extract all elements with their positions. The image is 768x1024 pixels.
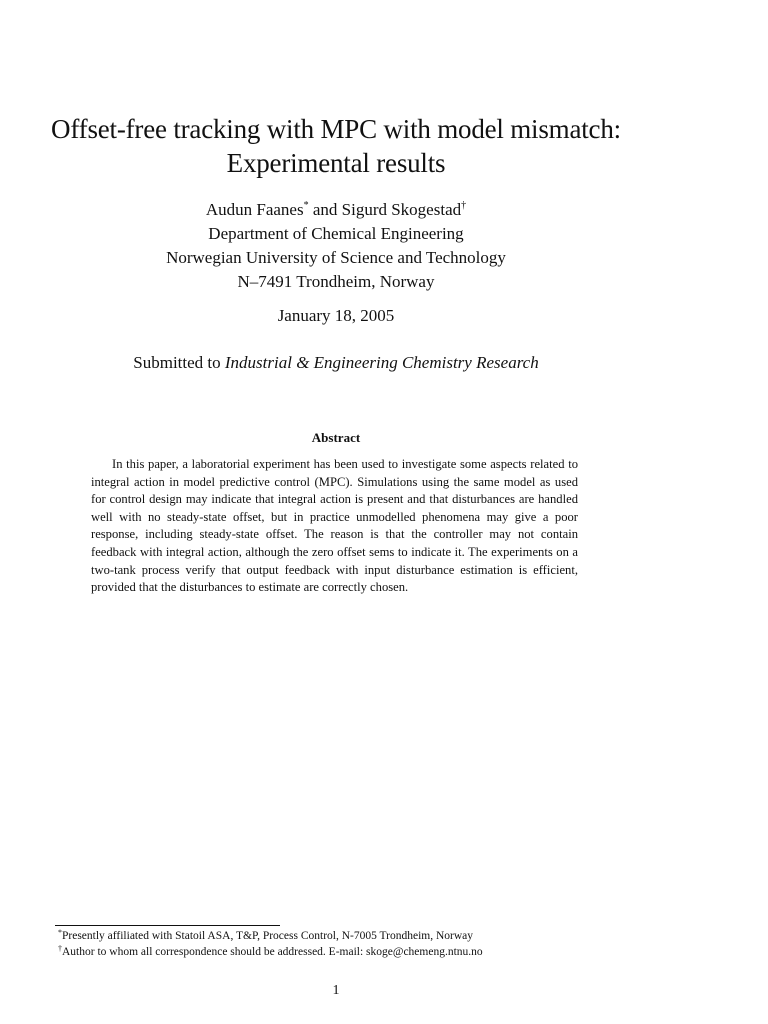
submitted-prefix: Submitted to: [133, 353, 225, 372]
paper-title: [0, 112, 672, 180]
page-number: 1: [332, 983, 340, 998]
journal-name: Industrial & Engineering Chemistry Research: [224, 353, 539, 372]
footnote-1: [58, 928, 483, 944]
author-1-footnote-mark: *: [303, 200, 309, 211]
authors-joiner: and: [308, 200, 342, 219]
footnote-2: [58, 944, 483, 960]
footnote-1-text: Presently affiliated with Statoil ASA, T&P, Process Control, N-7005 Trondheim, Norway: [62, 930, 474, 942]
abstract-heading: Abstract: [311, 430, 361, 445]
author-2-footnote-mark: †: [461, 200, 467, 211]
submission-note: [0, 351, 672, 375]
footnotes: [58, 928, 483, 960]
university: Norwegian University of Science and Technology: [166, 248, 506, 267]
title-line-2: Experimental results: [226, 148, 446, 178]
abstract-text: In this paper, a laboratorial experiment has been used to investigate some aspects related to integral action in model predictive control (MPC). Simulations using the same model as used for control design may indicate that integral action is present and that disturbances are handled well with no steady-state offset, but in practice unmodelled phenomena may give a poor response, including steady-state offset. The reason is that the controller may not contain feedback with integral action, although the zero offset sems to indicate it. The experiments on a two-tank process verify that output feedback with input disturbance estimation is efficient, provided that the disturbances to estimate are correctly chosen.: [91, 457, 578, 595]
author-1: Audun Faanes: [205, 200, 304, 219]
author-2: Sigurd Skogestad: [341, 200, 462, 219]
department: Department of Chemical Engineering: [208, 224, 464, 243]
author-block: [0, 198, 672, 294]
footnote-divider: [55, 925, 280, 926]
footnote-1-mark: *: [58, 928, 62, 937]
footnote-2-text: Author to whom all correspondence should be addressed. E-mail: skoge@chemeng.ntnu.no: [62, 946, 483, 958]
title-line-1: Offset-free tracking with MPC with model mismatch:: [51, 114, 621, 144]
address: N–7491 Trondheim, Norway: [237, 272, 435, 291]
author-names: [0, 198, 672, 222]
footnote-2-mark: †: [58, 944, 62, 953]
paper-date: January 18, 2005: [277, 306, 395, 325]
